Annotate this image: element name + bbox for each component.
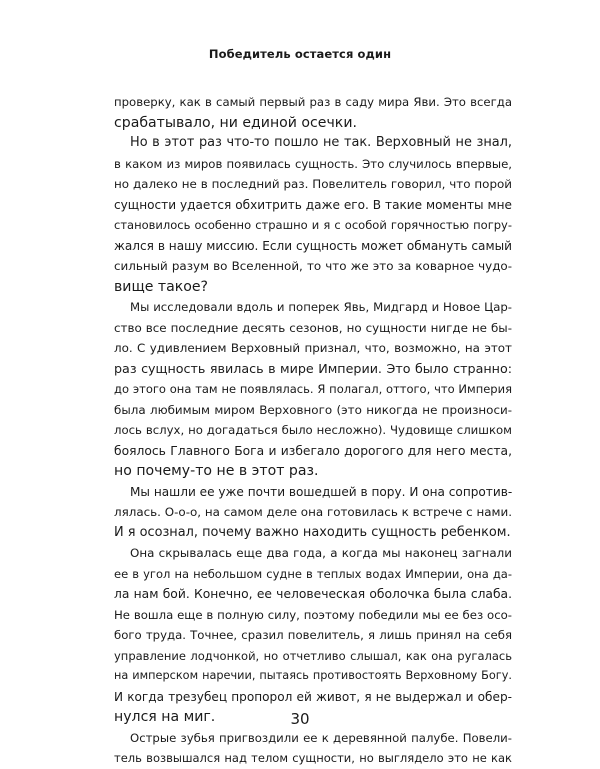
- text-line: ло. С удивлением Верховный признал, что, возможно, на этот: [114, 341, 512, 355]
- text-line: И я осознал, почему важно находить сущность ребенком.: [114, 524, 511, 540]
- text-line: жался в нашу миссию. Если сущность может обмануть самый: [114, 238, 512, 253]
- text-line: в каком из миров появилась сущность. Это случилось впервые,: [114, 156, 512, 171]
- text-line: Она скрывалась еще два года, а когда мы наконец загнали: [130, 546, 512, 560]
- text-line: лялась. О-о-о, на самом деле она готовилась к встрече с нами.: [114, 505, 512, 519]
- running-header: Победитель остается один: [208, 47, 392, 61]
- text-line: на имперском наречии, пытаясь противостоять Верховному Богу.: [114, 669, 512, 682]
- text-line: становилось особенно страшно и я с особой горячностью погру-: [114, 218, 512, 232]
- text-line: ее в угол на небольшом судне в теплых водах Империи, она да-: [114, 566, 512, 581]
- text-line: лось вслух, но догадаться было несложно). Чудовище слишком: [114, 423, 512, 437]
- page-number: 30: [290, 710, 310, 728]
- text-line: до этого она там не появлялась. Я полагал, оттого, что Империя: [114, 382, 512, 396]
- text-line: проверку, как в самый первый раз в саду мира Яви. Это всегда: [114, 95, 512, 109]
- text-line: но далеко не в последний раз. Повелитель говорил, что порой: [114, 177, 512, 191]
- text-line: ла нам бой. Конечно, ее человеческая оболочка была слаба.: [114, 587, 512, 601]
- text-line: тель возвышался над телом сущности, но выглядело это не как: [114, 751, 512, 765]
- text-line: бого труда. Точнее, сразил повелитель, я лишь принял на себя: [114, 628, 512, 642]
- text-line: сильный разум во Вселенной, то что же это за коварное чудо-: [114, 259, 512, 273]
- text-line: Не вошла еще в полную силу, поэтому победили мы ее без осо-: [114, 607, 512, 622]
- text-line: нулся на миг.: [114, 709, 216, 725]
- text-line: боялось Главного Бога и избегало дорогого для него места,: [114, 443, 512, 458]
- text-line: ство все последние десять сезонов, но сущности нигде не бы-: [114, 320, 512, 335]
- text-line: вище такое?: [114, 278, 209, 295]
- text-line: сущности удается обхитрить даже его. В такие моменты мне: [114, 197, 512, 212]
- text-line: была любимым миром Верховного (это никогда не произноси-: [114, 402, 512, 417]
- text-line: Острые зубья пригвоздили ее к деревянной палубе. Повели-: [130, 730, 512, 745]
- text-line: Мы нашли ее уже почти вошедшей в пору. И она сопротив-: [130, 484, 513, 499]
- text-line: И когда трезубец пропорол ей живот, я не выдержал и обер-: [114, 689, 512, 704]
- text-line: Мы исследовали вдоль и поперек Явь, Мидгард и Новое Цар-: [130, 300, 512, 314]
- body-text: [114, 92, 512, 769]
- text-line: раз сущность явилась в мире Империи. Это было странно:: [114, 360, 512, 376]
- text-line: но почему-то не в этот раз.: [114, 463, 319, 479]
- text-line: управление лодчонкой, но отчетливо слышал, как она ругалась: [114, 648, 512, 663]
- text-line: срабатывало, ни единой осечки.: [114, 114, 357, 131]
- text-line: Но в этот раз что-то пошло не так. Верховный не знал,: [130, 135, 512, 150]
